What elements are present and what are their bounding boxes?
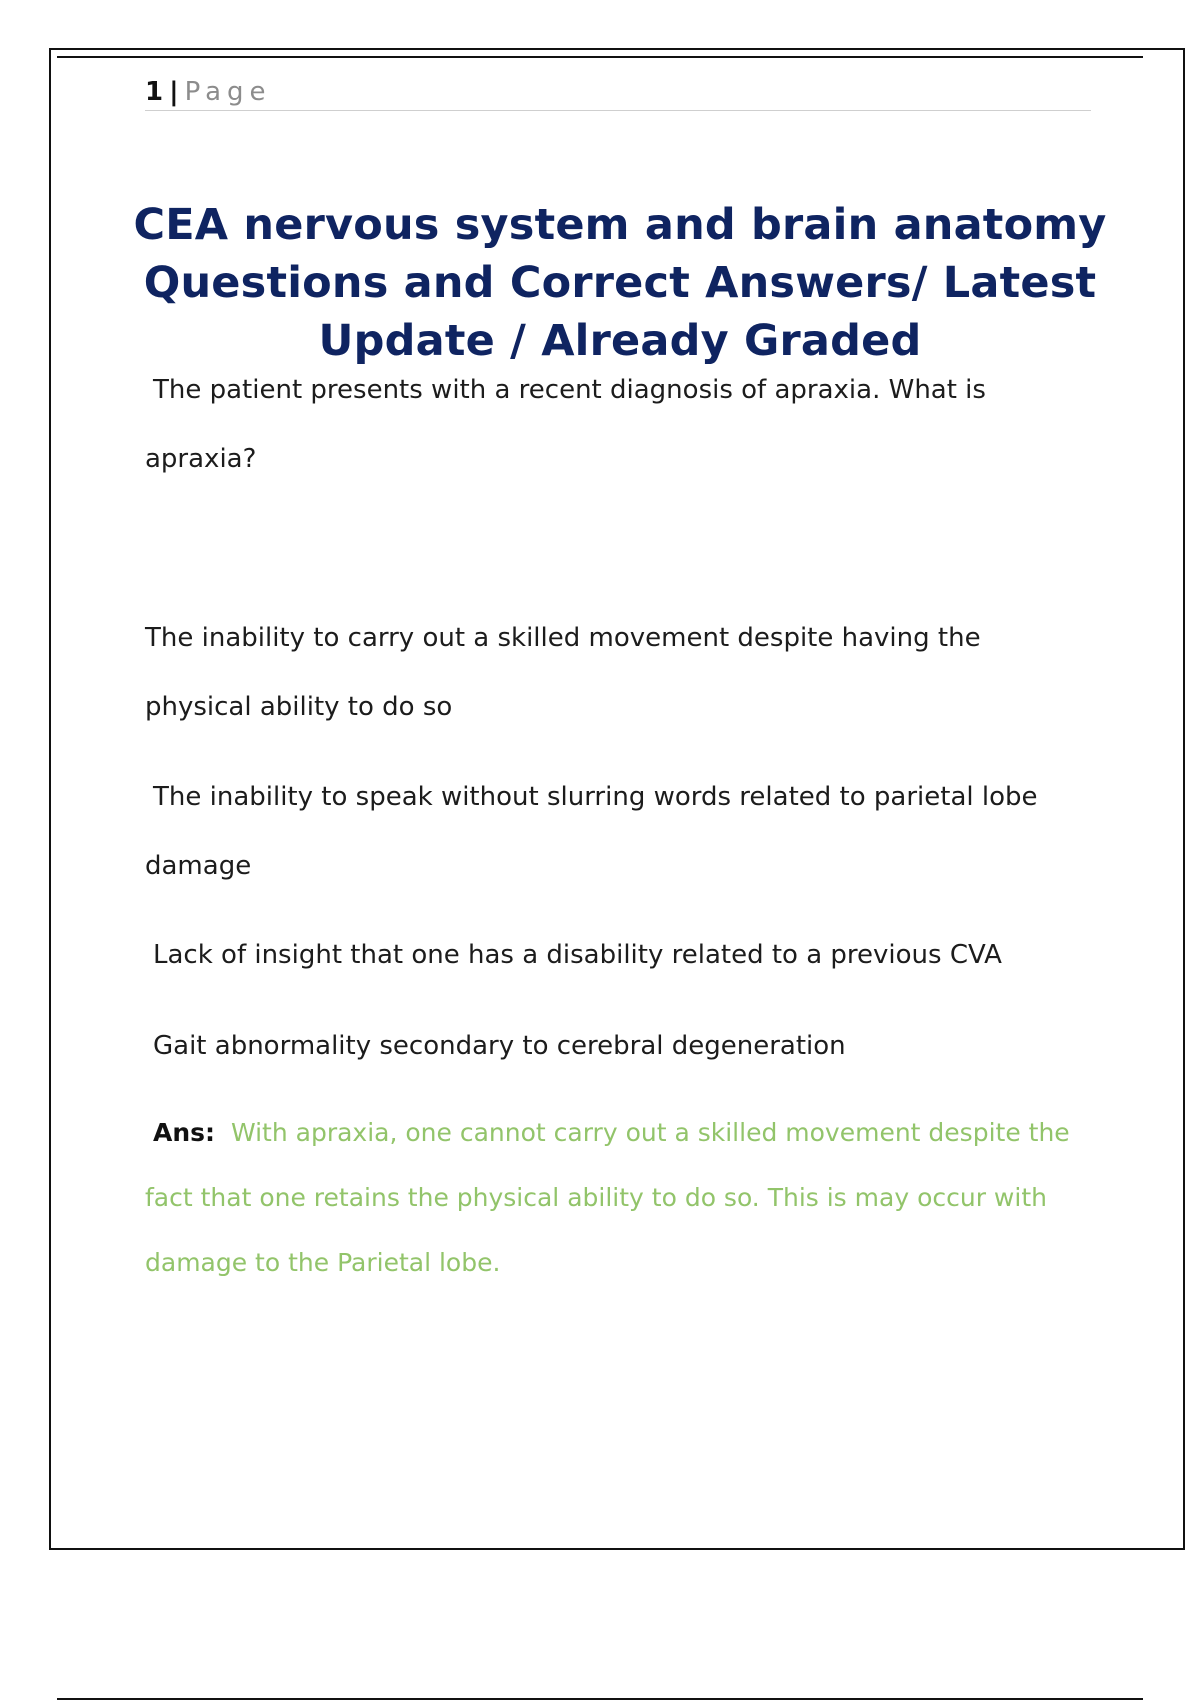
page-label: Page [184, 77, 272, 107]
answer-text-1: With apraxia, one cannot carry out a skilled movement despite the [230, 1118, 1070, 1147]
document-title [130, 196, 1110, 370]
question-line-2: apraxia? [145, 444, 257, 474]
answer-label: Ans: [153, 1118, 216, 1147]
answer-line-1 [153, 1118, 1070, 1148]
top-rule [57, 56, 1143, 58]
option-2-line-1: The inability to speak without slurring words related to parietal lobe [153, 782, 1038, 812]
page-header [145, 76, 1091, 111]
title-line-1: CEA nervous system and brain anatomy [133, 200, 1107, 250]
title-line-2: Questions and Correct Answers/ Latest [143, 258, 1097, 308]
option-1-line-2: physical ability to do so [145, 692, 453, 722]
title-line-3: Update / Already Graded [318, 316, 922, 366]
header-separator: | [169, 77, 179, 107]
option-2-line-2: damage [145, 851, 252, 881]
option-1-line-1: The inability to carry out a skilled movement despite having the [145, 623, 981, 653]
question-line-1: The patient presents with a recent diagnosis of apraxia. What is [153, 375, 986, 405]
page-number: 1 [145, 77, 164, 107]
answer-line-3: damage to the Parietal lobe. [145, 1248, 501, 1277]
option-3: Lack of insight that one has a disability related to a previous CVA [153, 940, 1002, 970]
answer-line-2: fact that one retains the physical ability to do so. This is may occur with [145, 1183, 1047, 1212]
option-4: Gait abnormality secondary to cerebral degeneration [153, 1031, 846, 1061]
